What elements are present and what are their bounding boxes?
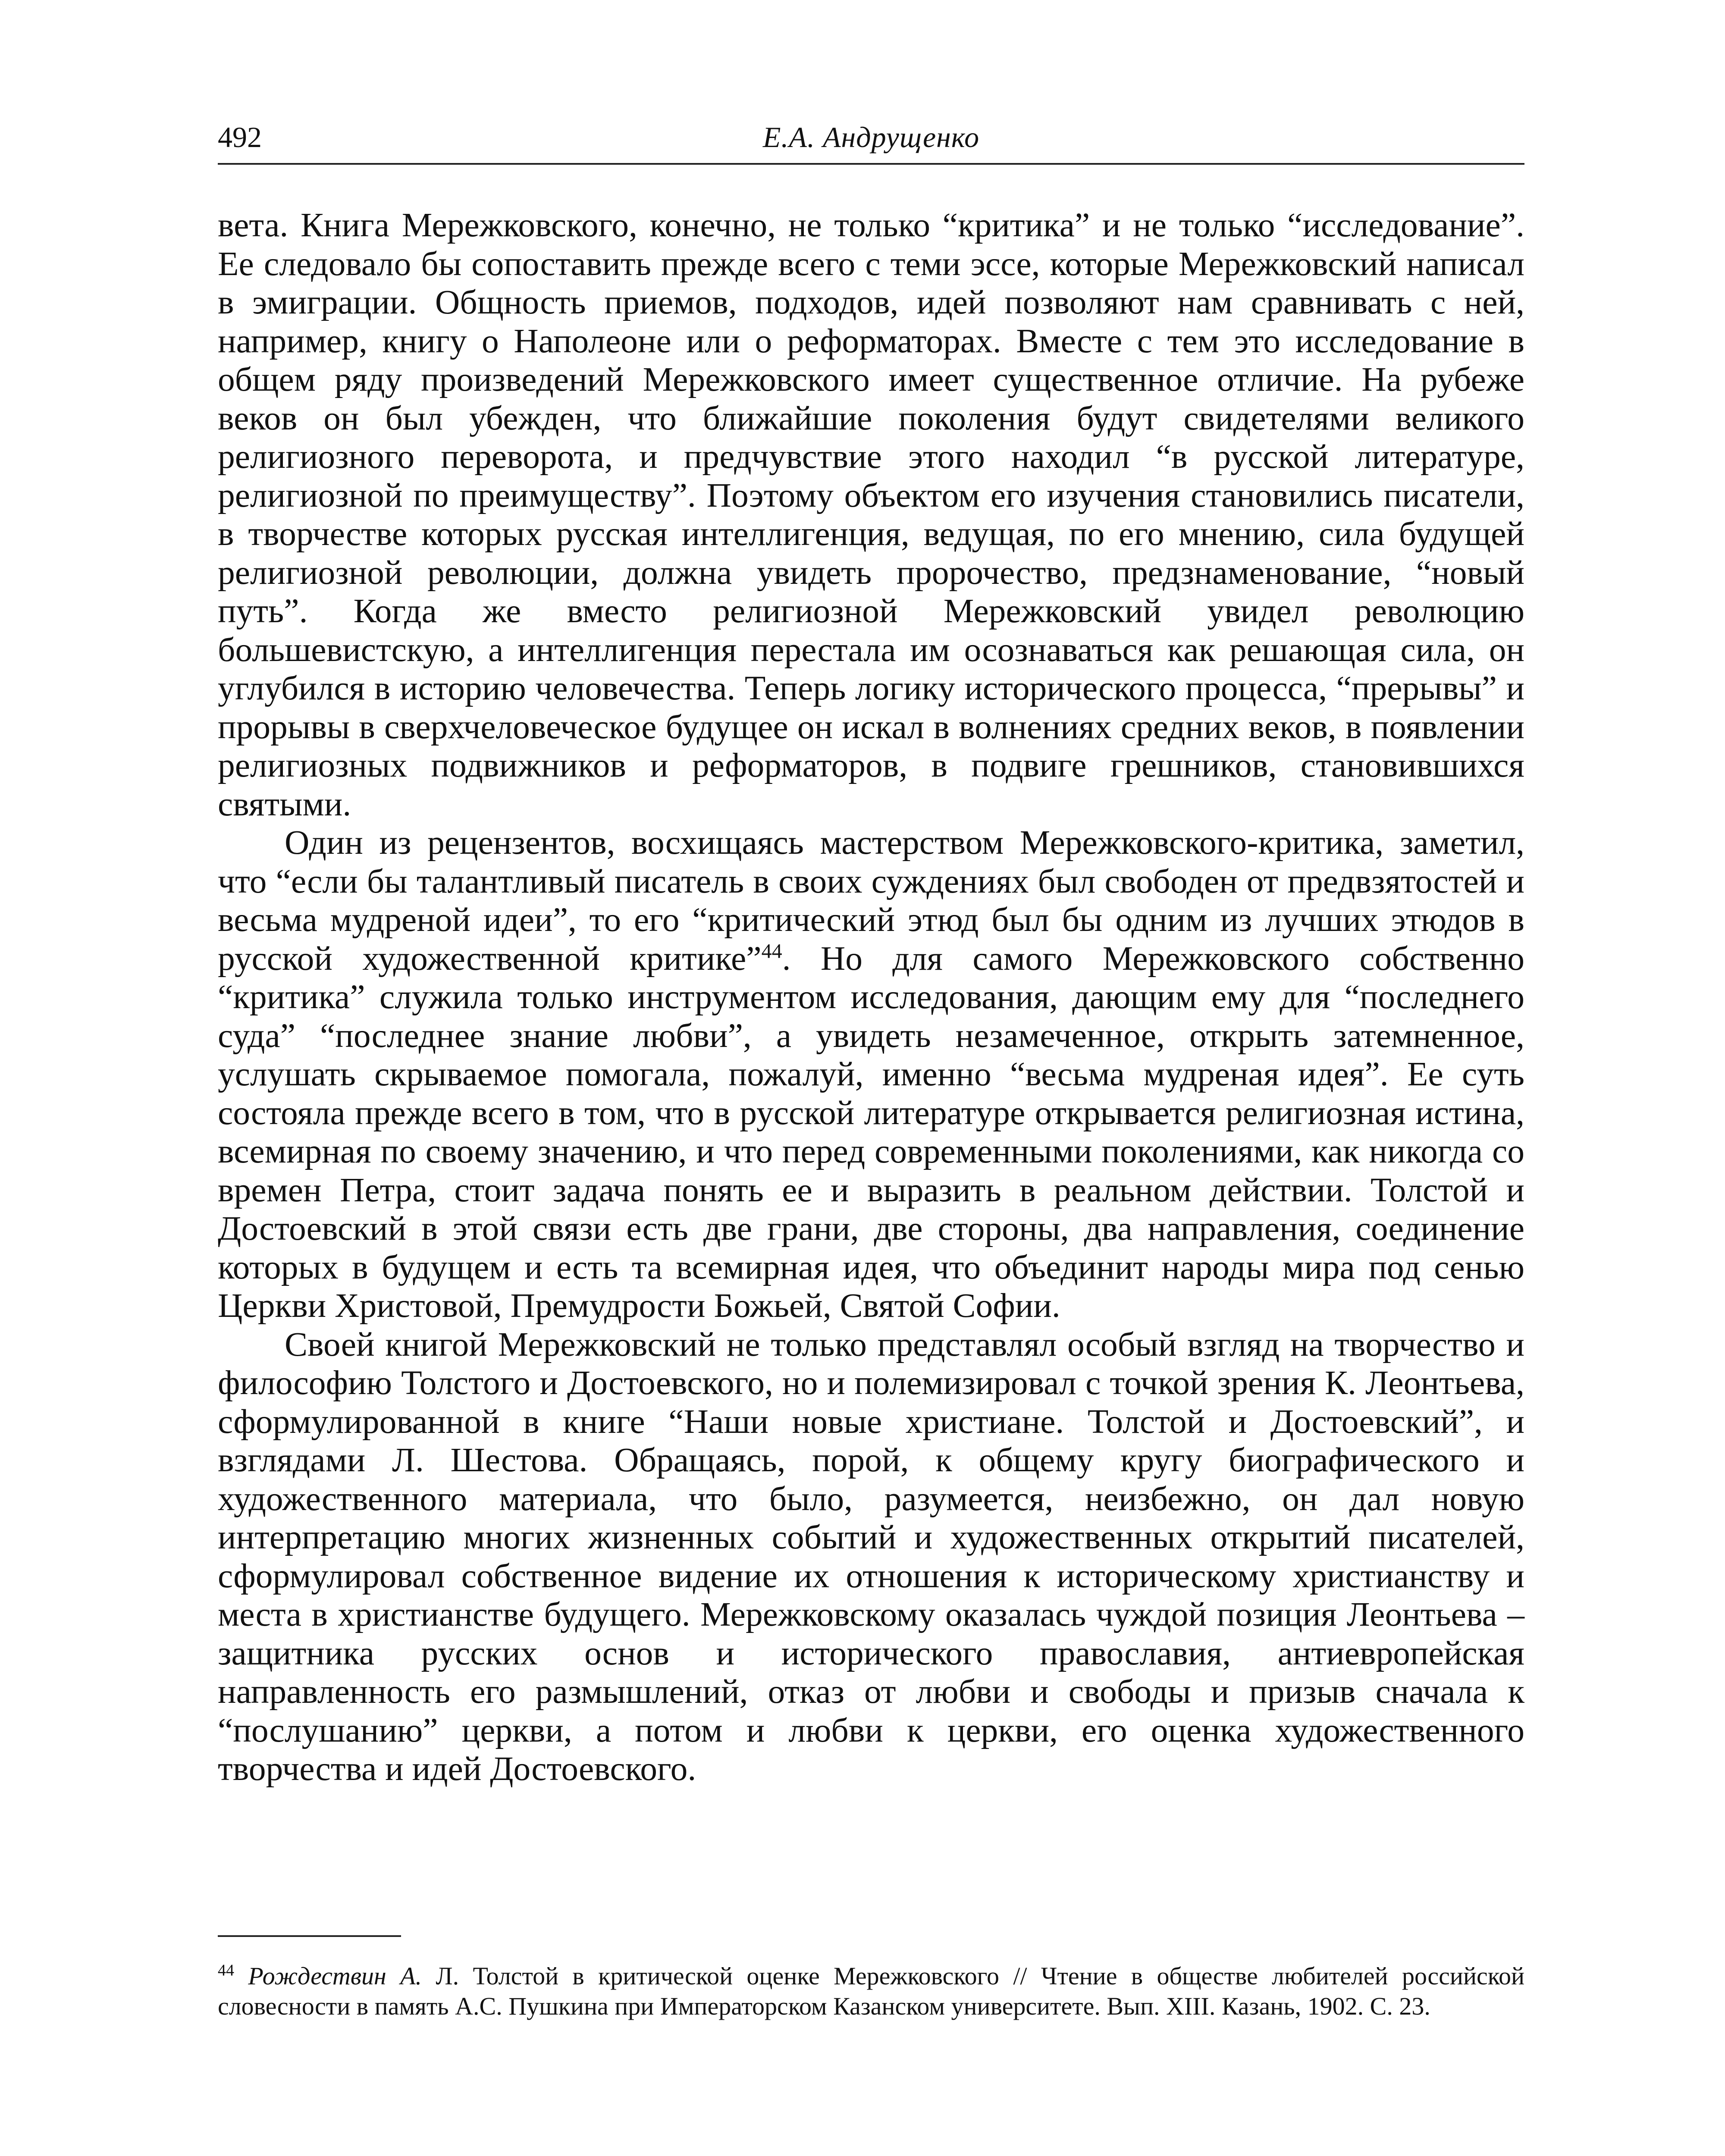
paragraph-3: Своей книгой Мережковский не только представлял особый взгляд на творчество и философию Толстого и Достоевского, но и полемизировал с точкой зрения К. Леонтьева, сформулированной в книге “Наши новые христиане. Толстой и Достоевский”, и взглядами Л. Шестова. Обращаясь, порой, к общему кругу биографического и художественного материала, что было, разумеется, неизбежно, он дал новую интерпретацию многих жизненных событий и художественных открытий писателей, сформулировал собственное видение их отношения к историческому христианству и места в христианстве будущего. Мережковскому оказалась чуждой позиция Леонтьева – защитника русских основ и исторического православия, антиевропейская направленность его размышлений, отказ от любви и свободы и призыв сначала к “послушанию” церкви, а потом и любви к церкви, его оценка художественного творчества и идей Достоевского. (218, 1325, 1524, 1788)
main-text (218, 206, 1524, 1789)
footnote-reference-44[interactable]: 44 (761, 940, 782, 962)
footnote-number: 44 (218, 1961, 234, 1980)
paragraph-2 (218, 824, 1524, 1326)
footnote-44 (218, 1961, 1524, 2021)
footnotes (218, 1961, 1524, 2021)
paragraph-2-part-2: . Но для самого Мережковского собственно “критика” служила только инструментом исследования, дающим ему для “последнего суда” “последнее знание любви”, а увидеть незамеченное, открыть затемненное, услушать скрываемое помогала, пожалуй, именно “весьма мудреная идея”. Ее суть состояла прежде всего в том, что в русской литературе открывается религиозная истина, всемирная по своему значению, и что перед современными поколениями, как никогда со времен Петра, стоит задача понять ее и выразить в реальном действии. Толстой и Достоевский в этой связи есть две грани, две стороны, два направления, соединение которых в будущем и есть та всемирная идея, что объединит народы мира под сенью Церкви Христовой, Премудрости Божьей, Святой Софии. (218, 939, 1524, 1325)
footnote-author: Рождествин А. (248, 1962, 422, 1990)
running-header (218, 116, 1524, 165)
footnote-text: Л. Толстой в критической оценке Мережковского // Чтение в обществе любителей российской словесности в память А.С. Пушкина при Императорском Казанском университете. Вып. XIII. Казань, 1902. С. 23. (218, 1962, 1525, 2020)
paragraph-2-part-1: Один из рецензентов, восхищаясь мастерством Мережковского-критика, заметил, что “если бы талантливый писатель в своих суждениях был свободен от предвзятостей и весьма мудреной идеи”, то его “критический этюд был бы одним из лучших этюдов в русской художественной критике” (218, 824, 1524, 978)
page-number: 492 (218, 121, 262, 154)
footnote-divider (218, 1935, 401, 1937)
paragraph-1: вета. Книга Мережковского, конечно, не только “критика” и не только “исследование”. Ее следовало бы сопоставить прежде всего с теми эссе, которые Мережковский написал в эмиграции. Общность приемов, подходов, идей позволяют нам сравнивать с ней, например, книгу о Наполеоне или о реформаторах. Вместе с тем это исследование в общем ряду произведений Мережковского имеет существенное отличие. На рубеже веков он был убежден, что ближайшие поколения будут свидетелями великого религиозного переворота, и предчувствие этого находил “в русской литературе, религиозной по преимуществу”. Поэтому объектом его изучения становились писатели, в творчестве которых русская интеллигенция, ведущая, по его мнению, сила будущей религиозной революции, должна увидеть пророчество, предзнаменование, “новый путь”. Когда же вместо религиозной Мережковский увидел революцию большевистскую, а интеллигенция перестала им осознаваться как решающая сила, он углубился в историю человечества. Теперь логику исторического процесса, “прерывы” и прорывы в сверхчеловеческое будущее он искал в волнениях средних веков, в появлении религиозных подвижников и реформаторов, в подвиге грешников, становившихся святыми. (218, 206, 1524, 823)
running-head-author: Е.А. Андрущенко (762, 121, 980, 154)
